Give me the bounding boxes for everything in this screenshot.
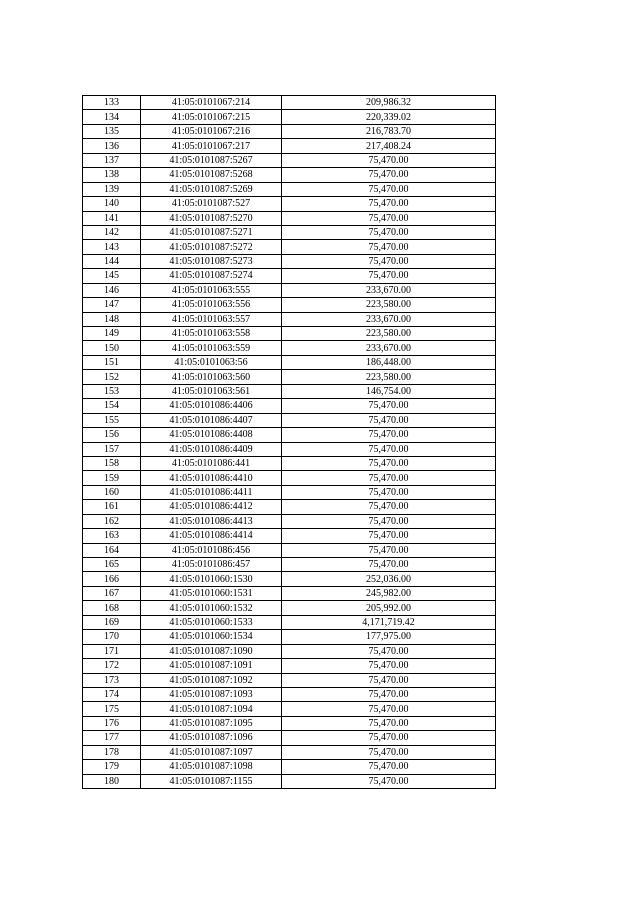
value-cell: 75,470.00 [282, 687, 496, 701]
table-row [83, 601, 496, 615]
cadastral-number-cell: 41:05:0101086:4409 [141, 442, 282, 456]
value-cell: 75,470.00 [282, 774, 496, 788]
value-cell: 233,670.00 [282, 283, 496, 297]
row-number-cell: 158 [83, 456, 141, 470]
row-number-cell: 167 [83, 586, 141, 600]
cadastral-number-cell: 41:05:0101087:1155 [141, 774, 282, 788]
cadastral-number-cell: 41:05:0101087:1096 [141, 731, 282, 745]
cadastral-number-cell: 41:05:0101087:5268 [141, 168, 282, 182]
value-cell: 75,470.00 [282, 456, 496, 470]
cadastral-number-cell: 41:05:0101086:441 [141, 456, 282, 470]
value-cell: 75,470.00 [282, 428, 496, 442]
cadastral-number-cell: 41:05:0101087:1097 [141, 745, 282, 759]
value-cell: 223,580.00 [282, 298, 496, 312]
table-row [83, 500, 496, 514]
cadastral-number-cell: 41:05:0101087:5267 [141, 153, 282, 167]
row-number-cell: 151 [83, 355, 141, 369]
cadastral-number-cell: 41:05:0101087:5271 [141, 225, 282, 239]
cadastral-number-cell: 41:05:0101086:4410 [141, 471, 282, 485]
row-number-cell: 138 [83, 168, 141, 182]
value-cell: 220,339.02 [282, 110, 496, 124]
cadastral-number-cell: 41:05:0101087:5269 [141, 182, 282, 196]
table-row [83, 644, 496, 658]
row-number-cell: 180 [83, 774, 141, 788]
table-row [83, 124, 496, 138]
row-number-cell: 170 [83, 630, 141, 644]
value-cell: 75,470.00 [282, 182, 496, 196]
table-row [83, 615, 496, 629]
row-number-cell: 155 [83, 413, 141, 427]
value-cell: 75,470.00 [282, 471, 496, 485]
value-cell: 75,470.00 [282, 442, 496, 456]
value-cell: 209,986.32 [282, 96, 496, 110]
row-number-cell: 154 [83, 399, 141, 413]
cadastral-number-cell: 41:05:0101087:1093 [141, 687, 282, 701]
value-cell: 233,670.00 [282, 341, 496, 355]
value-cell: 75,470.00 [282, 529, 496, 543]
cadastral-number-cell: 41:05:0101086:4413 [141, 514, 282, 528]
cadastral-number-cell: 41:05:0101067:214 [141, 96, 282, 110]
table-row [83, 399, 496, 413]
row-number-cell: 135 [83, 124, 141, 138]
table-row [83, 312, 496, 326]
row-number-cell: 141 [83, 211, 141, 225]
value-cell: 75,470.00 [282, 153, 496, 167]
value-cell: 75,470.00 [282, 716, 496, 730]
table-row [83, 197, 496, 211]
row-number-cell: 157 [83, 442, 141, 456]
row-number-cell: 165 [83, 558, 141, 572]
value-cell: 223,580.00 [282, 370, 496, 384]
cadastral-number-cell: 41:05:0101067:217 [141, 139, 282, 153]
table-row [83, 572, 496, 586]
value-cell: 75,470.00 [282, 514, 496, 528]
cadastral-number-cell: 41:05:0101063:561 [141, 384, 282, 398]
table-row [83, 485, 496, 499]
table-row [83, 240, 496, 254]
value-cell: 75,470.00 [282, 211, 496, 225]
cadastral-number-cell: 41:05:0101060:1532 [141, 601, 282, 615]
row-number-cell: 164 [83, 543, 141, 557]
cadastral-number-cell: 41:05:0101067:216 [141, 124, 282, 138]
value-cell: 75,470.00 [282, 760, 496, 774]
row-number-cell: 172 [83, 659, 141, 673]
value-cell: 216,783.70 [282, 124, 496, 138]
table-row [83, 716, 496, 730]
cadastral-number-cell: 41:05:0101087:1094 [141, 702, 282, 716]
cadastral-number-cell: 41:05:0101087:5272 [141, 240, 282, 254]
row-number-cell: 134 [83, 110, 141, 124]
cadastral-number-cell: 41:05:0101063:56 [141, 355, 282, 369]
row-number-cell: 153 [83, 384, 141, 398]
table-row [83, 586, 496, 600]
cadastral-number-cell: 41:05:0101087:1098 [141, 760, 282, 774]
row-number-cell: 159 [83, 471, 141, 485]
row-number-cell: 137 [83, 153, 141, 167]
table-row [83, 254, 496, 268]
row-number-cell: 145 [83, 269, 141, 283]
cadastral-number-cell: 41:05:0101087:5274 [141, 269, 282, 283]
value-cell: 186,448.00 [282, 355, 496, 369]
row-number-cell: 148 [83, 312, 141, 326]
value-cell: 75,470.00 [282, 702, 496, 716]
table-row [83, 731, 496, 745]
cadastral-number-cell: 41:05:0101060:1533 [141, 615, 282, 629]
value-cell: 75,470.00 [282, 644, 496, 658]
value-cell: 177,975.00 [282, 630, 496, 644]
cadastral-number-cell: 41:05:0101063:559 [141, 341, 282, 355]
value-cell: 217,408.24 [282, 139, 496, 153]
row-number-cell: 162 [83, 514, 141, 528]
table-row [83, 760, 496, 774]
row-number-cell: 173 [83, 673, 141, 687]
cadastral-number-cell: 41:05:0101086:4411 [141, 485, 282, 499]
value-cell: 75,470.00 [282, 745, 496, 759]
row-number-cell: 152 [83, 370, 141, 384]
table-row [83, 139, 496, 153]
value-cell: 75,470.00 [282, 269, 496, 283]
row-number-cell: 160 [83, 485, 141, 499]
row-number-cell: 133 [83, 96, 141, 110]
cadastral-number-cell: 41:05:0101063:558 [141, 327, 282, 341]
table-row [83, 355, 496, 369]
value-cell: 75,470.00 [282, 659, 496, 673]
table-row [83, 225, 496, 239]
table-row [83, 514, 496, 528]
value-cell: 252,036.00 [282, 572, 496, 586]
table-row [83, 182, 496, 196]
row-number-cell: 178 [83, 745, 141, 759]
cadastral-number-cell: 41:05:0101086:4414 [141, 529, 282, 543]
value-cell: 75,470.00 [282, 399, 496, 413]
row-number-cell: 150 [83, 341, 141, 355]
row-number-cell: 168 [83, 601, 141, 615]
cadastral-number-cell: 41:05:0101060:1530 [141, 572, 282, 586]
row-number-cell: 171 [83, 644, 141, 658]
value-cell: 75,470.00 [282, 168, 496, 182]
row-number-cell: 156 [83, 428, 141, 442]
table-row [83, 168, 496, 182]
table-row [83, 413, 496, 427]
table-row [83, 283, 496, 297]
table-row [83, 370, 496, 384]
cadastral-number-cell: 41:05:0101087:527 [141, 197, 282, 211]
cadastral-number-cell: 41:05:0101063:555 [141, 283, 282, 297]
row-number-cell: 179 [83, 760, 141, 774]
value-cell: 233,670.00 [282, 312, 496, 326]
cadastral-number-cell: 41:05:0101060:1531 [141, 586, 282, 600]
row-number-cell: 177 [83, 731, 141, 745]
table-row [83, 630, 496, 644]
cadastral-number-cell: 41:05:0101087:5270 [141, 211, 282, 225]
value-cell: 205,992.00 [282, 601, 496, 615]
cadastral-value-table [82, 95, 496, 789]
table-row [83, 211, 496, 225]
value-cell: 75,470.00 [282, 485, 496, 499]
cadastral-number-cell: 41:05:0101063:557 [141, 312, 282, 326]
table-row [83, 774, 496, 788]
table-row [83, 659, 496, 673]
value-cell: 146,754.00 [282, 384, 496, 398]
table-row [83, 96, 496, 110]
table-row [83, 153, 496, 167]
table-body [83, 96, 496, 789]
value-cell: 75,470.00 [282, 240, 496, 254]
row-number-cell: 176 [83, 716, 141, 730]
value-cell: 75,470.00 [282, 500, 496, 514]
table-row [83, 673, 496, 687]
cadastral-number-cell: 41:05:0101086:4407 [141, 413, 282, 427]
table-row [83, 428, 496, 442]
cadastral-number-cell: 41:05:0101086:456 [141, 543, 282, 557]
value-cell: 75,470.00 [282, 731, 496, 745]
table-row [83, 702, 496, 716]
row-number-cell: 146 [83, 283, 141, 297]
table-row [83, 269, 496, 283]
cadastral-number-cell: 41:05:0101087:1090 [141, 644, 282, 658]
value-cell: 223,580.00 [282, 327, 496, 341]
table-row [83, 687, 496, 701]
value-cell: 75,470.00 [282, 254, 496, 268]
value-cell: 75,470.00 [282, 558, 496, 572]
cadastral-number-cell: 41:05:0101086:4406 [141, 399, 282, 413]
cadastral-number-cell: 41:05:0101086:457 [141, 558, 282, 572]
row-number-cell: 166 [83, 572, 141, 586]
value-cell: 75,470.00 [282, 543, 496, 557]
table-row [83, 558, 496, 572]
table-row [83, 384, 496, 398]
row-number-cell: 147 [83, 298, 141, 312]
row-number-cell: 139 [83, 182, 141, 196]
table-row [83, 529, 496, 543]
cadastral-number-cell: 41:05:0101063:560 [141, 370, 282, 384]
cadastral-number-cell: 41:05:0101087:5273 [141, 254, 282, 268]
row-number-cell: 142 [83, 225, 141, 239]
value-cell: 75,470.00 [282, 197, 496, 211]
row-number-cell: 174 [83, 687, 141, 701]
row-number-cell: 175 [83, 702, 141, 716]
table-row [83, 442, 496, 456]
table-row [83, 471, 496, 485]
table-row [83, 298, 496, 312]
value-cell: 4,171,719.42 [282, 615, 496, 629]
table-row [83, 543, 496, 557]
row-number-cell: 144 [83, 254, 141, 268]
value-cell: 75,470.00 [282, 413, 496, 427]
cadastral-number-cell: 41:05:0101087:1095 [141, 716, 282, 730]
cadastral-number-cell: 41:05:0101067:215 [141, 110, 282, 124]
cadastral-number-cell: 41:05:0101060:1534 [141, 630, 282, 644]
table-row [83, 327, 496, 341]
cadastral-number-cell: 41:05:0101063:556 [141, 298, 282, 312]
table-row [83, 341, 496, 355]
cadastral-number-cell: 41:05:0101086:4412 [141, 500, 282, 514]
row-number-cell: 163 [83, 529, 141, 543]
row-number-cell: 136 [83, 139, 141, 153]
cadastral-number-cell: 41:05:0101086:4408 [141, 428, 282, 442]
cadastral-number-cell: 41:05:0101087:1091 [141, 659, 282, 673]
row-number-cell: 169 [83, 615, 141, 629]
table-row [83, 745, 496, 759]
row-number-cell: 149 [83, 327, 141, 341]
value-cell: 245,982.00 [282, 586, 496, 600]
cadastral-number-cell: 41:05:0101087:1092 [141, 673, 282, 687]
table-row [83, 110, 496, 124]
table-row [83, 456, 496, 470]
row-number-cell: 140 [83, 197, 141, 211]
value-cell: 75,470.00 [282, 673, 496, 687]
row-number-cell: 143 [83, 240, 141, 254]
value-cell: 75,470.00 [282, 225, 496, 239]
row-number-cell: 161 [83, 500, 141, 514]
